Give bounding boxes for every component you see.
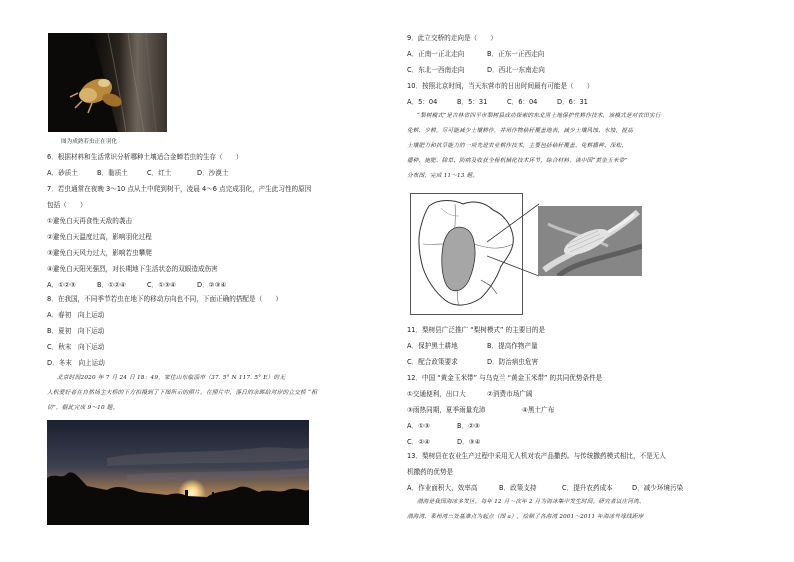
corn-photo [538,206,642,276]
q8-option-b: B．夏初 向下运动 [47,327,105,335]
q7-option-c: C．①③④ [147,281,176,289]
sunset-photo [47,420,309,525]
q9-option-b: B．正东一正西走向 [487,50,545,58]
lishu-passage-line3: 土壤肥力和抗旱能力的一项先进农业耕作技术，主要包括秸秆覆盖、免耕播种、深松、 [407,143,628,149]
q10-option-d: D．6：31 [557,98,588,106]
q6-option-b: B．黏质土 [97,169,128,177]
q6-stem: 6．根据材料和生活常识分析哪种土壤适合金蝉若虫的生存（ ） [47,153,243,161]
q7-item-3: ③避免白天风力过大，影响若虫攀爬 [47,249,152,257]
sunset-passage-line2: 人机爱好者在自然场主大桥的下方拍摄到了下图所示的照片，在照片中，落日的余晖给对岸的立交桥 “相 [47,390,318,396]
q9-option-c: C．东北一西南走向 [407,66,465,74]
q8-option-c: C．秋末 向下运动 [47,343,105,351]
q8-stem: 8．在我国，不同季节若虫在地下的移动方向也不同，下面正确的搭配是（ ） [47,295,282,303]
q10-option-c: C．6：04 [507,98,538,106]
lishu-passage-line2: 免耕、少耕，尽可能减少土壤耕作，并用作物秸秆覆盖地表，减少土壤风蚀、水蚀，提高 [407,128,633,134]
q9-option-a: A．正南一正北走向 [407,50,465,58]
q10-option-a: A．5：04 [407,98,438,106]
q12-item-3: ③雨热同期，夏季雨量充沛 [407,406,486,414]
q9-option-d: D．西北一东南走向 [487,66,545,74]
sunset-passage-line3: 切”，据此完成 9～10 题。 [47,405,119,411]
q6-option-c: C．红土 [147,169,172,177]
lishu-passage-line1: “梨树模式”是吉林省四平市梨树县成功探索的东北黑土地保护性耕作技术，该模式是对农田实行 [417,113,661,119]
q13-option-c: C．提升农药成本 [562,484,613,492]
q13-option-a: A．作业面积大，效率高 [407,484,478,492]
q9-stem: 9．此立交桥的走向是（ ） [407,34,497,42]
q11-option-c: C．配合政策要求 [407,358,458,366]
q13-stem-line1: 13．梨树县在农业生产过程中采用无人机对农产品撒药。与传统撒药模式相比，不是无人 [407,452,666,460]
q12-stem: 12．中国 “黄金玉米带” 与乌克兰 “黄金玉米带” 的共同优势条件是 [407,374,603,382]
q12-option-d: D．③④ [457,438,481,446]
q11-option-d: D．防治病虫危害 [487,358,539,366]
cicada-caption: 图为成熟若虫正在羽化 [61,139,117,145]
map-connector-lines [487,200,539,280]
q7-item-2: ②避免白天温度过高，影响羽化过程 [47,233,152,241]
q12-item-1: ①交通便利，出口大 [407,390,466,398]
q6-option-d: D．沙漠土 [197,169,229,177]
lishu-passage-line5: 分布图，完成 11～13 题。 [407,173,479,179]
lishu-passage-line4: 播种、施肥、除草、防病及收获全程机械化技术环节，综合材料，读中国“黄金玉米带” [407,158,628,164]
q12-option-a: A．①③ [407,422,430,430]
q6-option-a: A．砂质土 [47,169,78,177]
q7-option-b: B．①②④ [97,281,126,289]
q10-stem: 10．按照北京时间，当天东营市的日出时间最有可能是（ ） [407,82,594,90]
q7-item-1: ①避免白天再食性天敌的袭击 [47,217,133,225]
q7-stem-line2: 包括（ ） [47,201,87,209]
q7-stem-line1: 7．若虫通常在夜晚 3～10 点从土中爬到树干，凌晨 4～6 点完成羽化，产生此习性的原因 [47,185,312,193]
q12-item-2: ②消费市场广阔 [487,390,533,398]
q8-option-a: A．春初 向上运动 [47,311,105,319]
q12-item-4: ④黑土广布 [522,406,555,414]
bohai-passage-line1: 渤海是我国海冰多发区，每年 12 月～次年 2 月为海冰集中发生时间。研究者以庄河湾、 [417,499,645,505]
q13-option-b: B．政策支持 [499,484,537,492]
sunset-passage-line1: 北京时间2020 年 7 月 24 日 18：49，家住山东临淄市（37. 5° N 117. 5° E）的无 [57,375,286,381]
q10-option-b: B．5：31 [457,98,488,106]
q11-stem: 11．梨树县广泛推广 “梨树模式” 的主要目的是 [407,326,546,334]
q7-item-4: ④避免白天阳光强烈，对长期地下生活状态的双眼造成伤害 [47,265,218,273]
q13-stem-line2: 机撒药的优势是 [407,468,454,476]
bohai-passage-line2: 渤海湾、莱州湾三处基准点为起点（图 a），绘制了各海湾 2001～2011 年海冰外缘线距岸 [407,514,644,520]
q13-option-d: D．减少环境污染 [632,484,684,492]
q7-option-d: D．②③④ [197,281,227,289]
cicada-photo [48,33,167,132]
q11-option-a: A．保护黑土耕地 [407,342,458,350]
q7-option-a: A．①②③ [47,281,76,289]
q12-option-b: B．②③ [457,422,480,430]
q11-option-b: B．提高作物产量 [487,342,538,350]
q12-option-c: C．②④ [407,438,431,446]
q8-option-d: D．冬末 向上运动 [47,359,105,367]
